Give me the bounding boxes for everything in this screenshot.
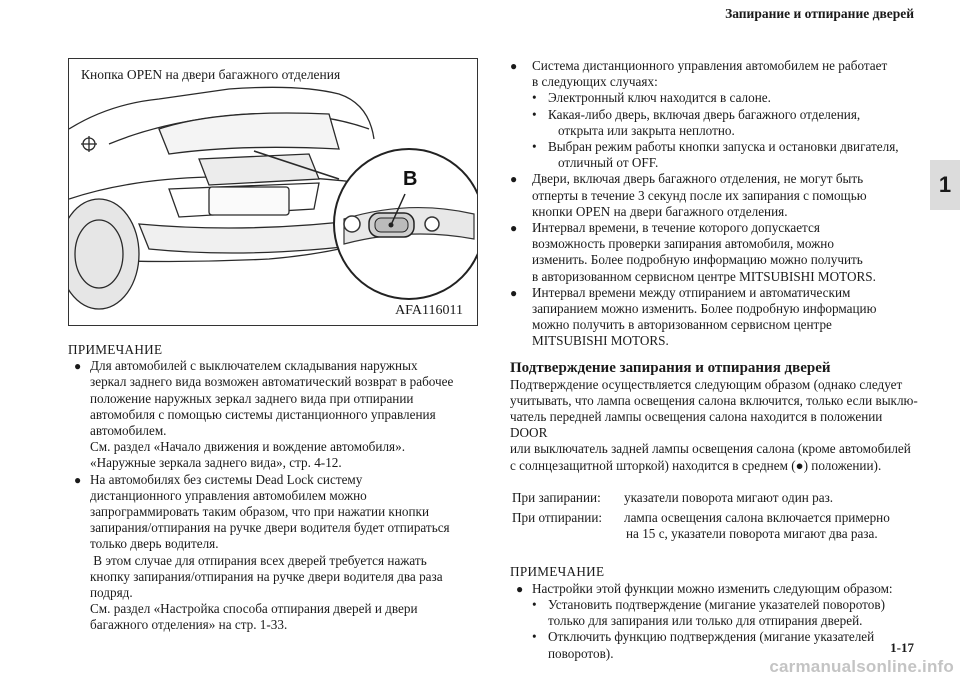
text-line: зеркал заднего вида возможен автоматический возврат в рабочее [90,374,454,390]
callout-letter: B [403,168,418,190]
bullet-icon: ● [74,472,82,487]
bullet-item [510,220,920,285]
text-line: Какая-либо дверь, включая дверь багажного отделения, [548,106,861,122]
text-line: Для автомобилей с выключателем складывания наружных [90,358,418,374]
text-line: изменить. Более подробную информацию можно получить [532,252,863,268]
table-row [512,506,890,542]
watermark: carmanualsonline.info [769,657,954,676]
text-line: Система дистанционного управления автомобилем не работает [532,58,888,73]
text-line: только дверь водителя. [90,536,219,552]
dot-icon: • [532,596,537,612]
text-line: Выбран режим работы кнопки запуска и остановки двигателя, [548,139,899,155]
text-line: автомобиля с помощью системы дистанционного управления [90,406,436,422]
text-line: автомобилем. [90,423,167,439]
text-line: открыта или закрыта неплотно. [558,122,735,138]
right-column [510,58,920,662]
text-line: чатель передней лампы освещения салона находится в положении DOOR [510,409,883,441]
text-line: дистанционного управления автомобилем можно [90,487,367,503]
figure-caption: Кнопка OPEN на двери багажного отделения [81,67,341,82]
note-title: ПРИМЕЧАНИЕ [68,342,163,357]
text-line: См. раздел «Настройка способа отпирания дверей и двери [90,601,418,617]
text-line: возможность проверки запирания автомобиля, можно [532,236,834,252]
dot-icon: • [532,139,537,155]
left-note [68,342,480,634]
text-line: Установить подтверждение (мигание указателей поворотов) [548,596,885,612]
text-line: Интервал времени между отпиранием и автоматическим [532,284,851,300]
text-line: подряд. [90,585,133,601]
dot-icon: • [532,106,537,122]
section-tab: 1 [930,160,960,210]
text-line: только для запирания или только для отпирания дверей. [548,613,863,629]
page-number: 1-17 [890,640,914,655]
text-line: Двери, включая дверь багажного отделения, не могут быть [532,171,864,187]
tailgate-figure [68,58,478,326]
text-line: отличный от OFF. [558,155,659,171]
table-value [624,506,890,542]
car-rear-illustration [69,59,478,326]
confirm-table [512,490,890,543]
text-line: См. раздел «Начало движения и вождение автомобиля». [90,439,405,455]
text-line: запрограммировать таким образом, что при нажатии кнопки [90,504,430,520]
text-line: Интервал времени, в течение которого допускается [532,220,820,236]
text-line: Настройки этой функции можно изменить следующим образом: [532,580,893,596]
text-line: в следующих случаях: [532,74,658,90]
text-line: В этом случае для отпирания всех дверей требуется нажать [90,552,427,568]
section-paragraph [510,377,920,474]
text-line: Подтверждение осуществляется следующим образом (однако следует [510,376,903,392]
text-line: отперты в течение 3 секунд после их запирания с помощью [532,187,867,203]
bullet-icon: ● [74,359,82,374]
bullet-icon: ● [516,581,524,596]
dot-icon: • [532,90,537,106]
sub-item [510,90,920,106]
text-line: учитывать, что лампа освещения салона включится, только если выклю- [510,392,918,408]
section-heading: Подтверждение запирания и отпирания дверей [510,359,831,376]
text-line: положение наружных зеркал заднего вида при отпирании [90,390,414,406]
note-item [68,472,480,634]
bullet-icon: ● [510,285,518,300]
sub-item [510,597,920,629]
bullet-icon: ● [510,172,518,187]
table-label: При отпирании: [512,510,603,526]
text-line: багажного отделения» на стр. 1-33. [90,617,288,633]
text-line: или выключатель задней лампы освещения салона (кроме автомобилей [510,441,911,457]
text-line: запирания/отпирания на ручке двери водителя будет отпираться [90,520,450,536]
text-line: можно получить в авторизованном сервисном центре [532,317,832,333]
text-line: с солнцезащитной шторкой) находится в среднем (●) положении). [510,457,882,473]
zoom-detail [334,149,478,299]
note-title: ПРИМЕЧАНИЕ [510,564,605,580]
bullet-item [510,171,920,220]
text-line: MITSUBISHI MOTORS. [532,333,669,349]
text-line: «Наружные зеркала заднего вида», стр. 4-12. [90,455,342,471]
text-line: в авторизованном сервисном центре MITSUBISHI MOTORS. [532,268,876,284]
sub-item [510,107,920,139]
note-item [68,358,480,471]
table-label: При запирании: [512,489,601,505]
bullet-item [510,285,920,350]
text-line: Отключить функцию подтверждения (мигание указателей [548,629,875,645]
text-line: кнопки OPEN на двери багажного отделения. [532,203,788,219]
dot-icon: • [532,629,537,645]
table-row [512,490,890,506]
text-line: кнопку запирания/отпирания на ручке двери водителя два раза [90,568,443,584]
page-header-title: Запирание и отпирание дверей [725,6,914,21]
bullet-icon: ● [510,59,518,73]
text-line: Электронный ключ находится в салоне. [548,90,771,106]
text-line: указатели поворота мигают один раз. [624,489,834,505]
note-item [510,581,920,597]
bullet-icon: ● [510,221,518,236]
text-line: на 15 с, указатели поворота мигают два раза. [626,526,878,542]
text-line: поворотов). [548,645,614,661]
text-line: лампа освещения салона включается примерно [624,510,890,526]
bullet-item [510,58,920,90]
table-value [624,490,890,506]
sub-item [510,139,920,171]
text-line: запиранием можно изменить. Более подробную информацию [532,301,877,317]
text-line: На автомобилях без системы Dead Lock систему [90,471,363,487]
figure-code: AFA116011 [395,303,463,318]
